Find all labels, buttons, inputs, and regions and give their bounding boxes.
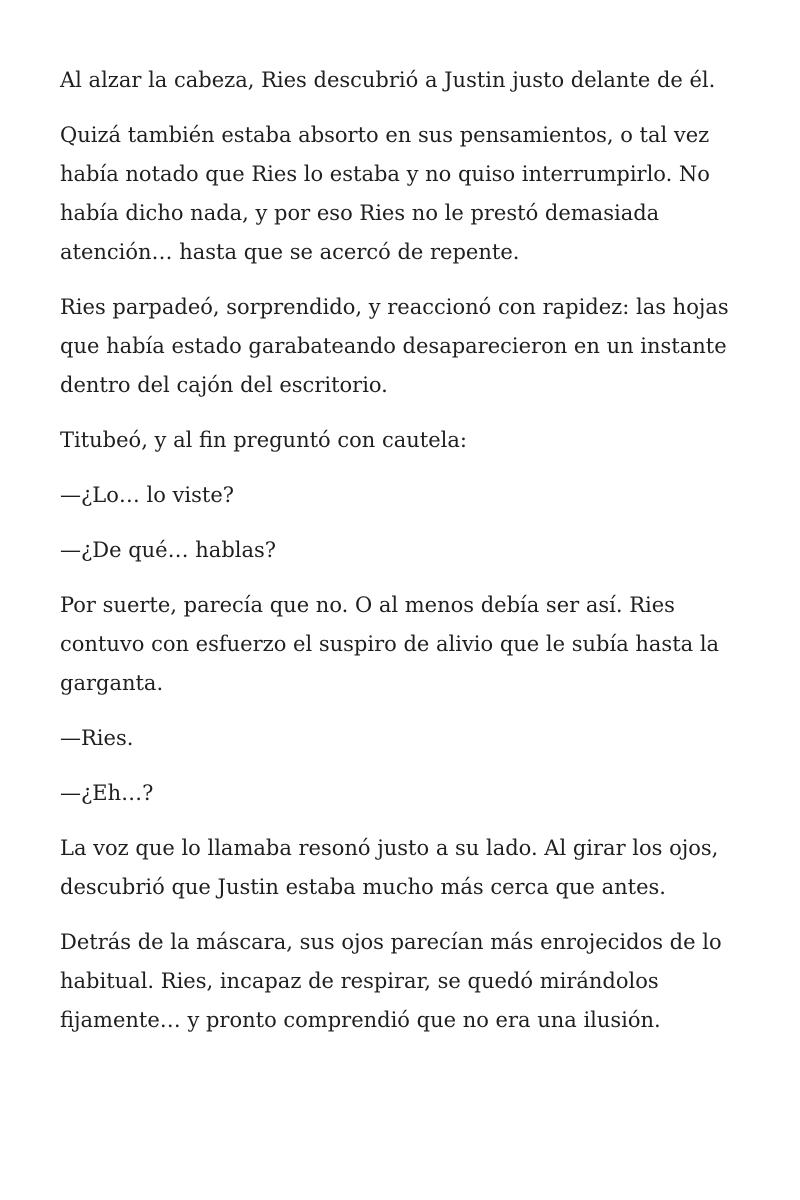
paragraph-4: Titubeó, y al fin preguntó con cautela: — [60, 428, 467, 452]
dialogue-line-3: —Ries. — [60, 726, 134, 750]
paragraph-3: Ries parpadeó, sorprendido, y reaccionó con rapidez: las hojas que había estado garabateando desaparecieron en un instante dentro del cajón del escritorio. — [60, 295, 729, 397]
dialogue-line-1: —¿Lo… lo viste? — [60, 483, 235, 507]
paragraph-2: Quizá también estaba absorto en sus pensamientos, o tal vez había notado que Ries lo estaba y no quiso interrumpirlo. No había dicho nada, y por eso Ries no le prestó demasiada atención… hasta que se acercó de repente. — [60, 123, 710, 264]
dialogue-line-2: —¿De qué… hablas? — [60, 538, 277, 562]
paragraph-1: Al alzar la cabeza, Ries descubrió a Justin justo delante de él. — [60, 68, 716, 92]
paragraph-7: Por suerte, parecía que no. O al menos debía ser así. Ries contuvo con esfuerzo el suspiro de alivio que le subía hasta la garganta. — [60, 593, 720, 695]
paragraph-10: La voz que lo llamaba resonó justo a su lado. Al girar los ojos, descubrió que Justin estaba mucho más cerca que antes. — [60, 836, 719, 899]
dialogue-line-4: —¿Eh…? — [60, 781, 154, 805]
paragraph-11: Detrás de la máscara, sus ojos parecían más enrojecidos de lo habitual. Ries, incapaz de respirar, se quedó mirándolos fijamente… y pronto comprendió que no era una ilusión. — [60, 930, 722, 1032]
